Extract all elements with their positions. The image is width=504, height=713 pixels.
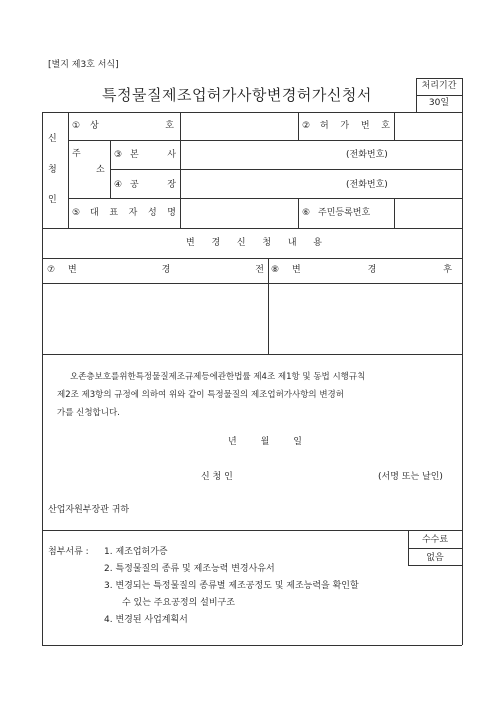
statement-line-3: 가를 신청합니다. [57,408,120,418]
attachment-item-4: 4. 변경된 사업계획서 [104,615,188,625]
representative-name-label: 대 표 자 성 명 [90,208,176,218]
attachment-item-1: 1. 제조업허가증 [104,547,168,557]
fee-label: 수수료 [421,535,449,545]
change-request-header: 변 경 신 청 내 용 [186,238,322,248]
applicant-signature-label: 신 청 인 [201,472,233,482]
recipient: 산업자원부장관 귀하 [48,505,130,515]
resident-id-label: 주민등록번호 [318,208,371,218]
permit-number-number: ② [302,121,311,131]
before-change-number: ⑦ [47,265,56,275]
representative-number: ⑤ [72,208,81,218]
signature-note: (서명 또는 날인) [378,472,443,482]
address-label-1: 주 [72,149,81,159]
applicant-side-label-1: 신 [48,134,57,144]
company-name-number: ① [72,121,81,131]
factory-number: ④ [114,180,123,190]
before-change-label: 변 경 전 [68,265,264,275]
statement-line-1: 오존층보호를위한특정물질제조규제등에관한법률 제4조 제1항 및 동법 시행규칙 [70,372,366,382]
address-label-2: 소 [96,165,105,175]
permit-number-label: 허 가 번 호 [320,121,390,131]
factory-address-field[interactable] [181,170,461,197]
form-number-label: [별지 제3호 서식] [48,60,119,70]
before-change-field[interactable] [43,284,267,353]
factory-phone-label: (전화번호) [346,180,388,190]
headquarters-address-field[interactable] [181,141,461,168]
attachment-item-3-continued: 수 있는 주요공정의 설비구조 [122,598,235,608]
headquarters-phone-label: (전화번호) [346,150,388,160]
after-change-label: 변 경 후 [292,265,452,275]
company-name-label: 상 호 [90,121,174,131]
headquarters-label: 본 사 [130,150,176,160]
applicant-side-label-3: 인 [48,195,57,205]
permit-number-field[interactable] [395,113,461,139]
resident-id-number: ⑥ [302,208,311,218]
application-date: 년 월 일 [228,437,302,447]
attachment-item-3: 3. 변경되는 특정물질의 종류별 제조공정도 및 제조능력을 확인할 [104,581,359,591]
after-change-field[interactable] [269,284,461,353]
representative-name-field[interactable] [181,199,297,227]
form-title: 특정물질제조업허가사항변경허가신청서 [102,86,372,104]
applicant-side-label-2: 청 [48,165,57,175]
fee-value: 없음 [426,553,444,563]
processing-period-label: 처리기간 [421,81,457,91]
attachments-label: 첨부서류 : [48,547,89,557]
company-name-field[interactable] [181,113,297,139]
factory-label: 공 장 [130,180,176,190]
attachment-item-2: 2. 특정물질의 종류 및 제조능력 변경사유서 [104,564,275,574]
headquarters-number: ③ [114,150,123,160]
resident-id-field[interactable] [395,199,461,227]
statement-line-2: 제2조 제3항의 규정에 의하여 위와 같이 특정물질의 제조업허가사항의 변경허 [57,390,344,400]
processing-period-value: 30일 [428,98,450,108]
after-change-number: ⑧ [271,265,280,275]
